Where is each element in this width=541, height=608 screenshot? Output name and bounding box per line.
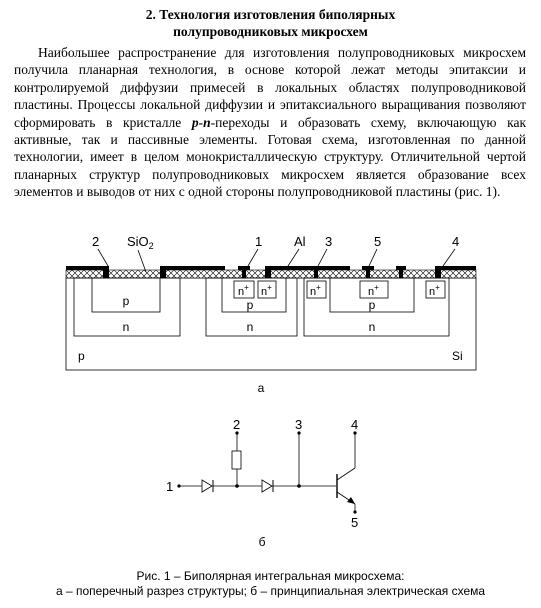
contact-opening-mid	[160, 270, 166, 278]
substrate-si-label: Si	[452, 349, 463, 363]
n-plus-collector-label: n+	[310, 283, 321, 298]
callout-3-leader	[318, 249, 327, 266]
n-plus-b-label: n+	[261, 283, 272, 298]
metal-al-stem	[314, 270, 318, 278]
terminal-5-dot	[353, 510, 356, 513]
subfigure-a-label: a	[257, 381, 265, 395]
paragraph-pn-emphasis: p-n	[191, 114, 211, 130]
metal-strip-1	[238, 266, 250, 270]
metal-contact-small-stem	[399, 270, 403, 278]
callout-5-label: 5	[374, 234, 382, 249]
contact-opening-4	[435, 270, 441, 278]
metal-al-line	[265, 266, 350, 270]
callout-1-leader	[248, 249, 258, 266]
n-plus-emitter-label: n+	[368, 283, 379, 298]
node-resistor	[235, 484, 239, 488]
n-plus-a-label: n+	[238, 283, 249, 298]
n-region-2-label: n	[246, 320, 254, 334]
callout-sio2-label: SiO$_2$	[127, 234, 154, 251]
callout-4-leader	[443, 249, 455, 266]
contact-opening-left	[103, 270, 109, 278]
terminal-1-dot	[177, 484, 180, 487]
callout-3-label: 3	[325, 234, 333, 249]
figure-caption-line2: а – поперечный разрез структуры; б – принципиальная электрическая схема	[55, 584, 486, 598]
schematic-label-3: 3	[295, 417, 303, 432]
p-region-1-label: p	[122, 294, 130, 308]
diode-2-icon	[262, 480, 272, 492]
transistor-collector	[337, 468, 355, 480]
callout-sio2-leader	[138, 250, 146, 272]
callout-4-label: 4	[452, 234, 460, 249]
schematic-label-1: 1	[166, 479, 174, 494]
diode-1-icon	[202, 480, 212, 492]
subfigure-b-label: б	[258, 535, 266, 549]
n-region-1-label: n	[122, 320, 130, 334]
metal-contact-mid-left	[160, 266, 225, 270]
schematic-label-2: 2	[233, 417, 241, 432]
paragraph-part-1: Наибольшее распространение для изготовления полупроводниковых микросхем получила планарная технология, в основе которой лежат методы эпитаксии и контролируемой диффузии примесей в локальных областях полупроводниковой пластины. Процессы локальной диффузии и эпитаксиального выращивания позволяют сформировать в кристалле	[14, 45, 526, 130]
section-title-line1: 2. Технология изготовления биполярных	[145, 7, 396, 22]
callout-al-leader	[288, 249, 299, 266]
substrate-p-label: p	[78, 349, 85, 363]
n-plus-right-label: n+	[429, 283, 440, 298]
metal-contact-left	[66, 266, 109, 270]
metal-contact-5	[362, 266, 374, 270]
transistor-emitter-arrow-icon	[347, 497, 355, 504]
section-title-line2: полупроводниковых микросхем	[173, 24, 368, 39]
metal-contact-5-stem	[366, 270, 370, 278]
schematic-label-4: 4	[351, 417, 359, 432]
figure-caption-line1: Рис. 1 – Биполярная интегральная микросхема:	[136, 569, 405, 583]
callout-1-label: 1	[255, 234, 263, 249]
contact-opening-3	[265, 270, 271, 278]
callout-al-label: Al	[294, 234, 306, 249]
metal-contact-right	[435, 266, 476, 270]
paragraph-part-2: -переходы и образовать схему, включающую как активные, так и пассивные элементы. Готовая схема, изготовленная по данной технологии, имеет в целом монокристаллическую структуру. Отличительной чертой планарных структур полупроводниковых микросхем является образование всех элементов и выводов от них с одной стороны полупроводниковой пластины (рис. 1).	[14, 114, 526, 200]
callout-2-leader	[98, 249, 108, 266]
schematic-diagram	[166, 417, 358, 549]
callout-2-label: 2	[92, 234, 100, 249]
metal-contact-small	[396, 266, 406, 270]
metal-contact-1-stem	[242, 270, 246, 278]
p-region-3-label: p	[368, 298, 376, 312]
p-region-2-label: p	[246, 298, 254, 312]
callout-5-leader	[369, 249, 377, 266]
resistor-icon	[232, 451, 241, 469]
node-terminal-3	[297, 484, 301, 488]
cross-section-diagram	[66, 234, 476, 395]
n-region-3-label: n	[368, 320, 376, 334]
schematic-label-5: 5	[351, 515, 359, 530]
